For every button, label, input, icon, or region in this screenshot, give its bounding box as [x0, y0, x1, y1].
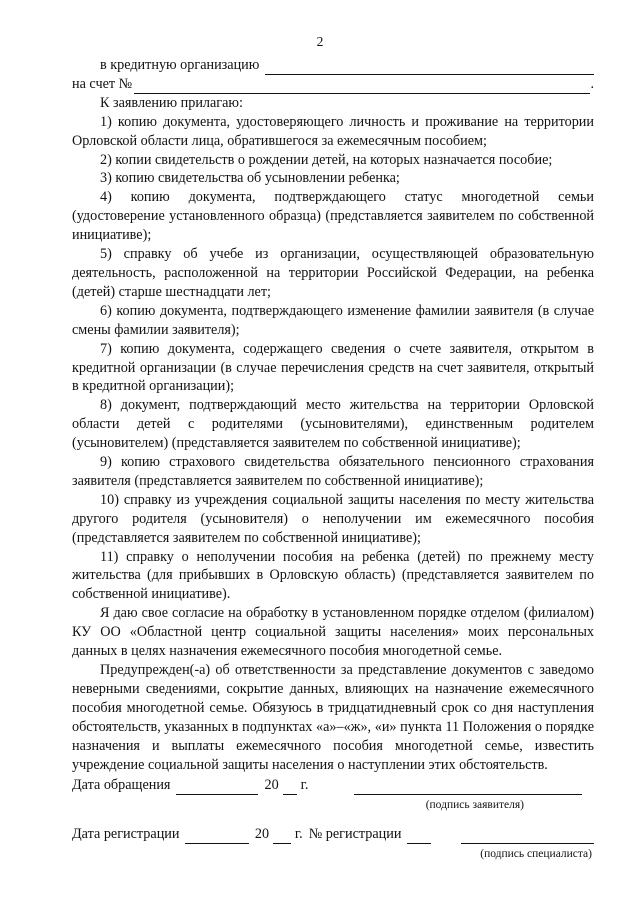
date-applied-label: Дата обращения [72, 777, 171, 794]
attachment-item-5: 5) справку об учебе из организации, осуществляющей образовательную деятельность, расположенной на территории Российской Федерации, на ребенка (детей) старше шестнадцати лет; [72, 246, 594, 300]
attachment-item-2: 2) копии свидетельств о рождении детей, на которых назначается пособие; [100, 151, 553, 168]
attachment-item-9: 9) копию страхового свидетельства обязательного пенсионного страхования заявителя (представляется заявителем по собственной инициативе); [72, 454, 594, 489]
account-line [72, 75, 594, 94]
applicant-signature-label: (подпись заявителя) [425, 799, 524, 812]
year-prefix: 20 [264, 777, 279, 794]
date-applied-field[interactable] [176, 782, 258, 795]
year-suffix: г. [300, 777, 309, 794]
document-body [72, 56, 594, 864]
reg-no-label: № регистрации [308, 826, 402, 843]
attachment-item-6: 6) копию документа, подтверждающего изменение фамилии заявителя (в случае смены фамилии заявителя); [72, 302, 594, 338]
date-reg-label: Дата регистрации [72, 826, 180, 843]
page-number: 2 [316, 34, 324, 49]
account-end: . [590, 75, 594, 92]
attachment-item-3: 3) копию свидетельства об усыновлении ребенка; [100, 170, 400, 187]
year-suffix-reg: г. [294, 826, 303, 843]
attachment-item-10: 10) справку из учреждения социальной защиты населения по месту жительства другого родителя (усыновителя) о неполучении им ежемесячного пособия (представляется заявителем по собственной инициативе); [72, 491, 594, 546]
attachment-item-1: 1) копию документа, удостоверяющего личность и проживание на территории Орловской области лица, обратившегося за ежемесячным пособием; [72, 113, 594, 149]
year-applied-field[interactable] [283, 782, 297, 795]
year-reg-field[interactable] [273, 831, 291, 844]
credit-org-line [72, 56, 594, 75]
attachment-item-8: 8) документ, подтверждающий место жительства на территории Орловской области детей с родителями (усыновителями), единственным родителем (усыновителем) (представляется заявителем по собственной инициативе); [72, 397, 594, 452]
date-applied-row [72, 776, 594, 795]
credit-org-field[interactable] [265, 60, 594, 75]
account-label: на счет № [72, 75, 133, 92]
reg-no-field[interactable] [407, 831, 431, 844]
year-prefix-reg: 20 [254, 826, 270, 843]
specialist-signature-label: (подпись специалиста) [480, 848, 592, 861]
attachment-item-4: 4) копию документа, подтверждающего статус многодетной семьи (удостоверение установленного образца) (представляется заявителем по собственной инициативе); [72, 189, 594, 244]
warning-paragraph: Предупрежден(-а) об ответственности за представление документов с заведомо неверными сведениями, сокрытие данных, влияющих на назначение ежемесячного пособия многодетной семье. Обязуюсь в тридцатидневный срок со дня наступления обстоятельств, указанных в подпунктах «а»–«ж», «и» пункта 11 Положения о порядке назначения и выплаты ежемесячного пособия многодетной семье, известить учреждение социальной защиты населения о наступлении этих обстоятельств. [72, 662, 594, 773]
date-registration-row [72, 825, 594, 844]
date-reg-field[interactable] [185, 831, 248, 844]
applicant-signature-field[interactable] [354, 782, 582, 795]
specialist-signature-field[interactable] [461, 831, 594, 844]
attach-heading: К заявлению прилагаю: [100, 94, 243, 111]
credit-org-label: в кредитную организацию [100, 57, 260, 73]
account-field[interactable] [134, 79, 590, 94]
attachment-item-11: 11) справку о неполучении пособия на ребенка (детей) по прежнему месту жительства (для прибывших в Орловскую область) (представляется заявителем по собственной инициативе). [72, 548, 594, 603]
attachment-item-7: 7) копию документа, содержащего сведения о счете заявителя, открытом в кредитной организации (в случае перечисления средств на счет заявителя, открытый в кредитной организации); [72, 340, 594, 395]
consent-paragraph: Я даю свое согласие на обработку в установленном порядке отделом (филиалом) КУ ОО «Областной центр социальной защиты населения» моих персональных данных в целях назначения ежемесячного пособия многодетной семье. [72, 605, 594, 660]
